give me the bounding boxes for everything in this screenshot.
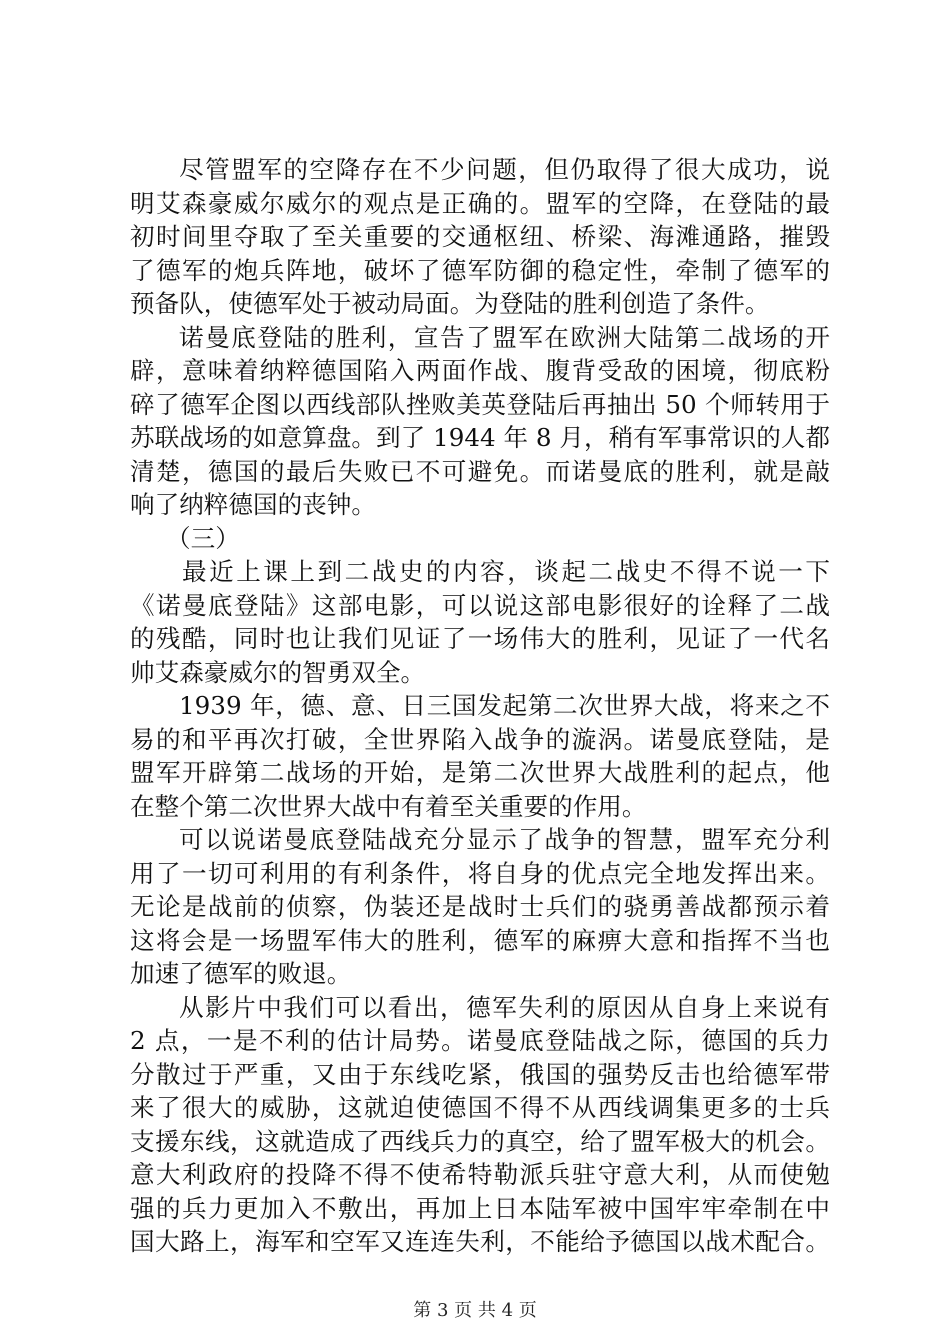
text-line: 响了纳粹德国的丧钟。: [130, 490, 376, 519]
text-line: 在整个第二次世界大战中有着至关重要的作用。: [130, 791, 647, 821]
text-line: 最近上课上到二战史的内容，谈起二战史不得不说一下: [182, 557, 830, 586]
page-footer: 第 3 页 共 4 页: [413, 1300, 537, 1321]
document-body: [130, 153, 830, 1259]
text-line: 来了很大的威胁，这就迫使德国不得不从西线调集更多的士兵: [130, 1093, 830, 1122]
text-line: 从影片中我们可以看出，德军失利的原因从自身上来说有: [179, 992, 830, 1022]
text-line: 《诺曼底登陆》这部电影，可以说这部电影很好的诠释了二战: [130, 590, 830, 620]
text-line: 碎了德军企图以西线部队挫败美英登陆后再抽出 50 个师转用于: [130, 389, 830, 419]
text-line: 易的和平再次打破，全世界陷入战争的漩涡。诺曼底登陆，是: [130, 724, 830, 754]
text-line: 强的兵力更加入不敷出，再加上日本陆军被中国牢牢牵制在中: [130, 1193, 830, 1223]
text-line: 分散过于严重，又由于东线吃紧，俄国的强势反击也给德军带: [130, 1059, 830, 1089]
text-line: 可以说诺曼底登陆战充分显示了战争的智慧，盟军充分利: [179, 825, 830, 854]
section-heading: （三）: [166, 523, 240, 553]
text-line: 尽管盟军的空降存在不少问题，但仍取得了很大成功，说: [179, 155, 830, 184]
text-line: 诺曼底登陆的胜利，宣告了盟军在欧洲大陆第二战场的开: [179, 322, 830, 352]
text-line: 的残酷，同时也让我们见证了一场伟大的胜利，见证了一代名: [130, 624, 830, 653]
text-line: 明艾森豪威尔威尔的观点是正确的。盟军的空降，在登陆的最: [130, 188, 830, 218]
text-line: 加速了德军的败退。: [130, 959, 352, 988]
text-line: 初时间里夺取了至关重要的交通枢纽、桥梁、海滩通路，摧毁: [130, 222, 830, 251]
text-line: 国大路上，海军和空军又连连失利，不能给予德国以战术配合。: [130, 1227, 830, 1256]
text-line: 辟，意味着纳粹德国陷入两面作战、腹背受敌的困境，彻底粉: [130, 356, 830, 385]
text-line: 1939 年，德、意、日三国发起第二次世界大战，将来之不: [179, 691, 830, 720]
text-line: 帅艾森豪威尔的智勇双全。: [130, 657, 426, 687]
text-line: 预备队，使德军处于被动局面。为登陆的胜利创造了条件。: [130, 289, 770, 318]
text-line: 支援东线，这就造成了西线兵力的真空，给了盟军极大的机会。: [130, 1126, 830, 1156]
text-line: 了德军的炮兵阵地，破坏了德军防御的稳定性，牵制了德军的: [130, 255, 830, 285]
text-line: 这将会是一场盟军伟大的胜利，德军的麻痹大意和指挥不当也: [130, 925, 830, 955]
text-line: 无论是战前的侦察，伪装还是战时士兵们的骁勇善战都预示着: [130, 892, 830, 921]
text-line: 清楚，德国的最后失败已不可避免。而诺曼底的胜利，就是敲: [130, 456, 830, 486]
text-line: 苏联战场的如意算盘。到了 1944 年 8 月，稍有军事常识的人都: [130, 423, 830, 452]
text-line: 盟军开辟第二战场的开始，是第二次世界大战胜利的起点，他: [130, 758, 830, 787]
text-line: 用了一切可利用的有利条件，将自身的优点完全地发挥出来。: [130, 858, 830, 888]
text-line: 2 点，一是不利的估计局势。诺曼底登陆战之际，德国的兵力: [130, 1026, 830, 1055]
text-line: 意大利政府的投降不得不使希特勒派兵驻守意大利，从而使勉: [130, 1160, 830, 1189]
